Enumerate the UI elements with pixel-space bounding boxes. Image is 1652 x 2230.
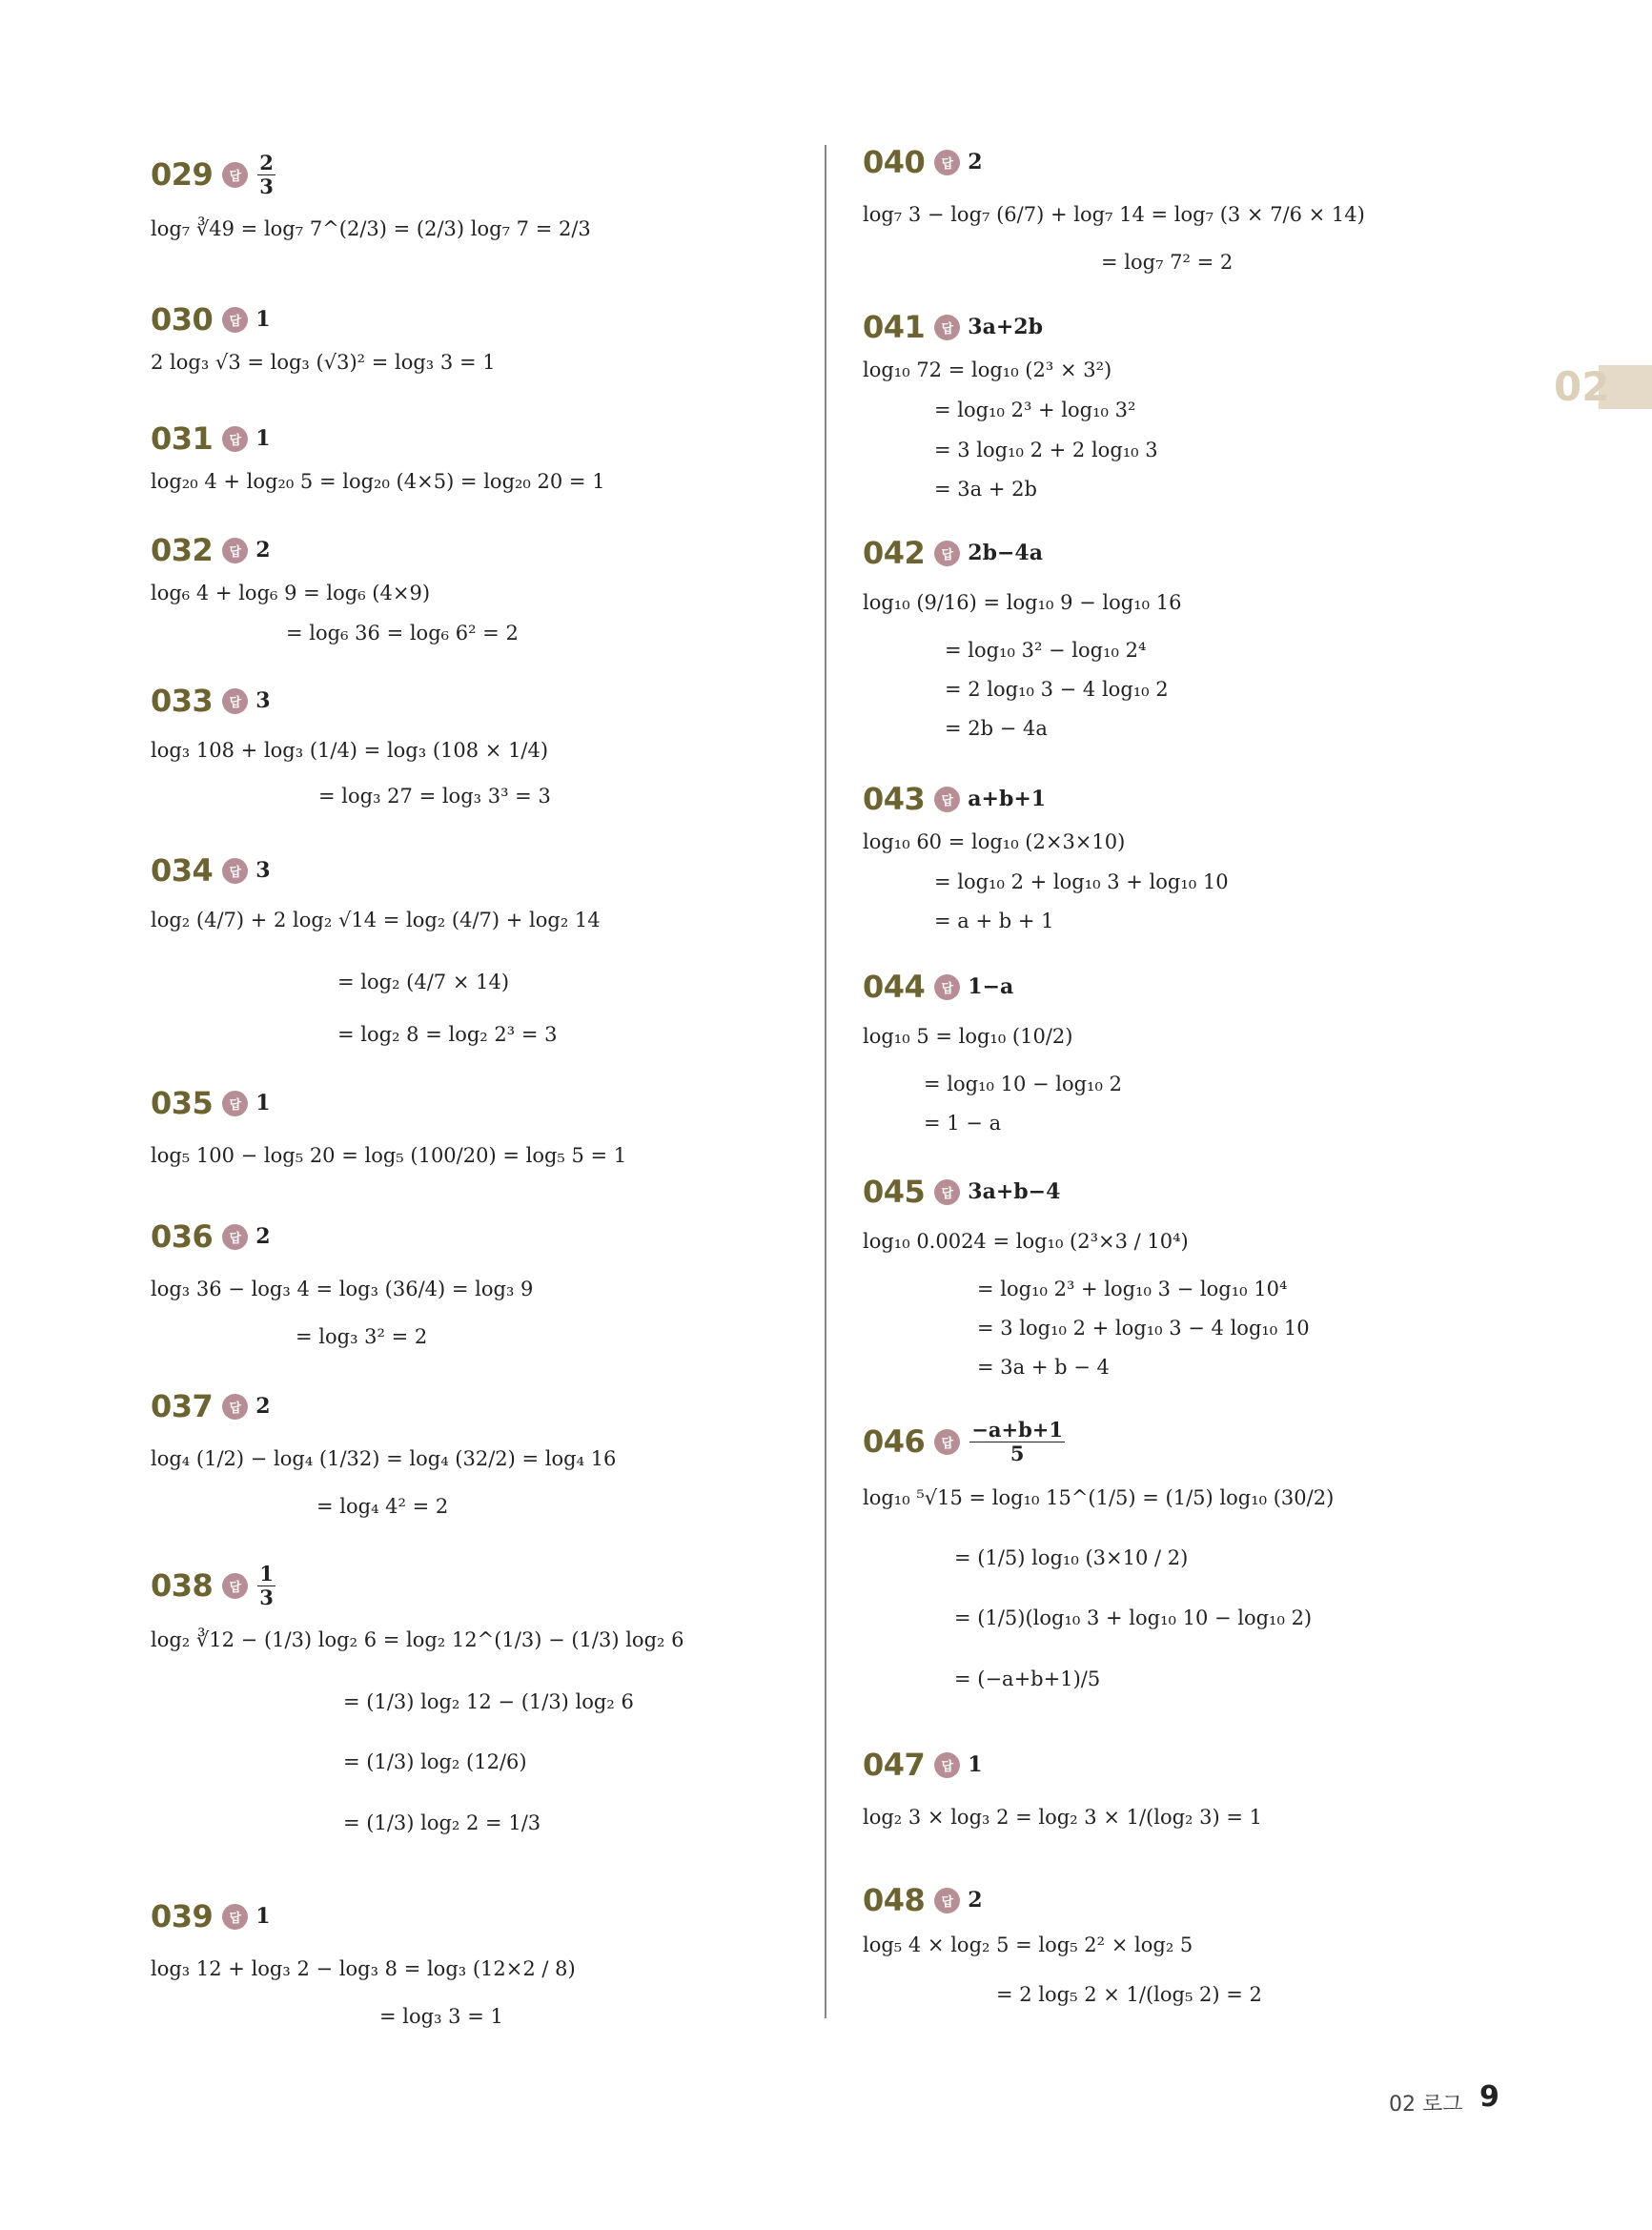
answer-badge: 답: [934, 1429, 960, 1455]
problem-048: [863, 1876, 1262, 2006]
answer-badge: 답: [934, 1888, 960, 1913]
problem-number: 032: [151, 532, 214, 568]
problem-041: [863, 303, 1158, 501]
solution-line: = 2b − 4a: [945, 717, 1048, 740]
solution-line: = log₃ 27 = log₃ 3³ = 3: [318, 785, 551, 808]
problem-042: [863, 529, 1182, 740]
solution-line: = 2 log₁₀ 3 − 4 log₁₀ 2: [945, 678, 1169, 701]
solution-line: log₁₀ 0.0024 = log₁₀ (2³×3 / 10⁴): [863, 1230, 1189, 1253]
answer: 2: [968, 1888, 983, 1913]
answer: 3: [255, 858, 271, 883]
answer-badge: 답: [934, 974, 960, 1000]
problem-number: 042: [863, 535, 926, 571]
solution-line: log₇ 3 − log₇ (6/7) + log₇ 14 = log₇ (3 × 7/6 × 14): [863, 203, 1365, 226]
solution-line: = (1/3) log₂ 2 = 1/3: [343, 1811, 541, 1834]
answer-badge: 답: [222, 1573, 248, 1599]
problem-number: 035: [151, 1085, 214, 1121]
solution-line: = (1/5) log₁₀ (3×10 / 2): [954, 1546, 1189, 1569]
answer-badge: 답: [934, 150, 960, 175]
problem-number: 043: [863, 781, 926, 817]
problem-034: [151, 847, 601, 1046]
answer-badge: 답: [222, 1394, 248, 1420]
chapter-tab-label: 02: [1554, 363, 1610, 410]
solution-line: log₅ 4 × log₂ 5 = log₅ 2² × log₂ 5: [863, 1933, 1193, 1956]
solution-line: log₂ (4/7) + 2 log₂ √14 = log₂ (4/7) + log₂ 14: [151, 909, 601, 931]
problem-032: [151, 526, 519, 644]
answer-badge: 답: [934, 315, 960, 340]
answer: 1: [255, 307, 271, 332]
answer: 2: [255, 1394, 271, 1419]
solution-line: = log₁₀ 2³ + log₁₀ 3²: [934, 399, 1136, 421]
solution-line: log₅ 100 − log₅ 20 = log₅ (100/20) = log₅ 5 = 1: [151, 1144, 627, 1167]
solution-line: = log₆ 36 = log₆ 6² = 2: [286, 622, 519, 644]
answer-fraction: $\frac{2}{3}$: [259, 151, 274, 198]
solution-line: = log₃ 3 = 1: [379, 2005, 503, 2028]
footer-chapter-label: 02 로그: [1389, 2093, 1463, 2117]
answer: 1−a: [968, 974, 1014, 999]
solution-line: = a + b + 1: [934, 910, 1054, 932]
answer: 2: [255, 538, 271, 563]
solution-line: = 3a + 2b: [934, 478, 1037, 501]
problem-number: 038: [151, 1567, 214, 1604]
solution-line: log₃ 108 + log₃ (1/4) = log₃ (108 × 1/4): [151, 739, 549, 762]
solution-line: = log₁₀ 2³ + log₁₀ 3 − log₁₀ 10⁴: [977, 1278, 1288, 1300]
problem-046: [863, 1418, 1335, 1690]
answer: 1: [968, 1752, 983, 1777]
answer: 1: [255, 1091, 271, 1115]
answer: 2b−4a: [968, 541, 1043, 565]
problem-033: [151, 677, 551, 808]
problem-039: [151, 1892, 576, 2028]
answer: 2: [255, 1224, 271, 1249]
answer-badge: 답: [934, 1179, 960, 1205]
solution-line: = 3a + b − 4: [977, 1356, 1110, 1379]
answer-badge: 답: [222, 426, 248, 452]
answer: 3a+2b: [968, 315, 1043, 339]
answer: 1: [255, 1904, 271, 1929]
answer: 1: [255, 426, 271, 451]
solution-line: log₁₀ 72 = log₁₀ (2³ × 3²): [863, 358, 1112, 381]
problem-number: 030: [151, 301, 214, 338]
problem-number: 048: [863, 1882, 926, 1918]
solution-line: = (−a+b+1)/5: [954, 1667, 1101, 1690]
answer-badge: 답: [222, 307, 248, 333]
problem-029: [151, 151, 591, 240]
solution-line: log₁₀ (9/16) = log₁₀ 9 − log₁₀ 16: [863, 591, 1182, 614]
chapter-tab: [1554, 365, 1652, 409]
problem-number: 037: [151, 1388, 214, 1424]
answer-badge: 답: [222, 538, 248, 563]
solution-line: = log₂ (4/7 × 14): [337, 971, 510, 993]
solution-line: = 3 log₁₀ 2 + log₁₀ 3 − 4 log₁₀ 10: [977, 1317, 1310, 1340]
solution-line: = log₄ 4² = 2: [316, 1495, 449, 1518]
solution-line: = log₁₀ 10 − log₁₀ 2: [924, 1073, 1122, 1095]
problem-045: [863, 1168, 1310, 1379]
solution-line: log₁₀ 60 = log₁₀ (2×3×10): [863, 830, 1126, 853]
solution-line: log₃ 12 + log₃ 2 − log₃ 8 = log₃ (12×2 / 8): [151, 1957, 576, 1980]
column-divider: [825, 145, 826, 2018]
solution-line: = 3 log₁₀ 2 + 2 log₁₀ 3: [934, 439, 1158, 461]
problem-number: 039: [151, 1898, 214, 1934]
problem-044: [863, 963, 1122, 1135]
problem-number: 040: [863, 144, 926, 180]
problem-number: 041: [863, 309, 926, 345]
solution-line: log₆ 4 + log₆ 9 = log₆ (4×9): [151, 582, 431, 604]
answer-badge: 답: [934, 787, 960, 812]
solution-line: log₁₀ 5 = log₁₀ (10/2): [863, 1025, 1073, 1048]
answer: a+b+1: [968, 787, 1047, 811]
problem-031: [151, 415, 605, 493]
answer-fraction: $\frac{-a+b+1}{5}$: [971, 1418, 1063, 1465]
answer-badge: 답: [222, 1224, 248, 1250]
problem-038: [151, 1562, 684, 1834]
problem-number: 033: [151, 683, 214, 719]
solution-line: = log₃ 3² = 2: [296, 1325, 428, 1348]
solution-line: 2 log₃ √3 = log₃ (√3)² = log₃ 3 = 1: [151, 351, 496, 374]
solution-line: = (1/3) log₂ (12/6): [343, 1750, 527, 1773]
answer: 2: [968, 150, 983, 174]
problem-035: [151, 1079, 627, 1167]
problem-043: [863, 775, 1229, 932]
solution-line: = 2 log₅ 2 × 1/(log₅ 2) = 2: [996, 1983, 1262, 2006]
problem-047: [863, 1741, 1262, 1829]
problem-030: [151, 296, 496, 374]
problem-number: 046: [863, 1423, 926, 1460]
solution-line: log₃ 36 − log₃ 4 = log₃ (36/4) = log₃ 9: [151, 1278, 534, 1300]
problem-number: 044: [863, 969, 926, 1005]
solution-line: = log₇ 7² = 2: [1101, 251, 1234, 274]
problem-number: 034: [151, 852, 214, 889]
answer-badge: 답: [934, 541, 960, 566]
problem-040: [863, 138, 1365, 274]
solution-line: = log₁₀ 3² − log₁₀ 2⁴: [945, 639, 1147, 662]
problem-number: 047: [863, 1747, 926, 1783]
answer-badge: 답: [222, 162, 248, 188]
page-number: 9: [1479, 2080, 1499, 2114]
answer: 3a+b−4: [968, 1179, 1061, 1204]
problem-037: [151, 1382, 617, 1518]
answer-badge: 답: [934, 1752, 960, 1778]
solution-line: log₂ 3 × log₃ 2 = log₂ 3 × 1/(log₂ 3) = 1: [863, 1806, 1262, 1829]
problem-number: 036: [151, 1218, 214, 1255]
solution-line: = log₁₀ 2 + log₁₀ 3 + log₁₀ 10: [934, 870, 1229, 893]
answer-fraction: $\frac{1}{3}$: [259, 1562, 274, 1609]
solution-line: log₄ (1/2) − log₄ (1/32) = log₄ (32/2) = log₄ 16: [151, 1447, 617, 1470]
answer-badge: 답: [222, 1091, 248, 1116]
solution-line: = (1/3) log₂ 12 − (1/3) log₂ 6: [343, 1690, 634, 1713]
answer-badge: 답: [222, 688, 248, 714]
problem-number: 029: [151, 156, 214, 193]
solution-line: = log₂ 8 = log₂ 2³ = 3: [337, 1023, 558, 1046]
solution-line: log₇ ∛49 = log₇ 7^(2/3) = (2/3) log₇ 7 = 2/3: [151, 217, 591, 240]
answer: 3: [255, 688, 271, 713]
answer-badge: 답: [222, 858, 248, 884]
solution-line: log₂ ∛12 − (1/3) log₂ 6 = log₂ 12^(1/3) − (1/3) log₂ 6: [151, 1628, 684, 1651]
problem-number: 031: [151, 420, 214, 457]
solution-line: = 1 − a: [924, 1112, 1002, 1135]
solution-line: log₂₀ 4 + log₂₀ 5 = log₂₀ (4×5) = log₂₀ 20 = 1: [151, 470, 605, 493]
problem-036: [151, 1213, 534, 1348]
problem-number: 045: [863, 1174, 926, 1210]
answer-badge: 답: [222, 1904, 248, 1930]
solution-line: log₁₀ ⁵√15 = log₁₀ 15^(1/5) = (1/5) log₁₀ (30/2): [863, 1486, 1335, 1509]
solution-line: = (1/5)(log₁₀ 3 + log₁₀ 10 − log₁₀ 2): [954, 1606, 1313, 1629]
